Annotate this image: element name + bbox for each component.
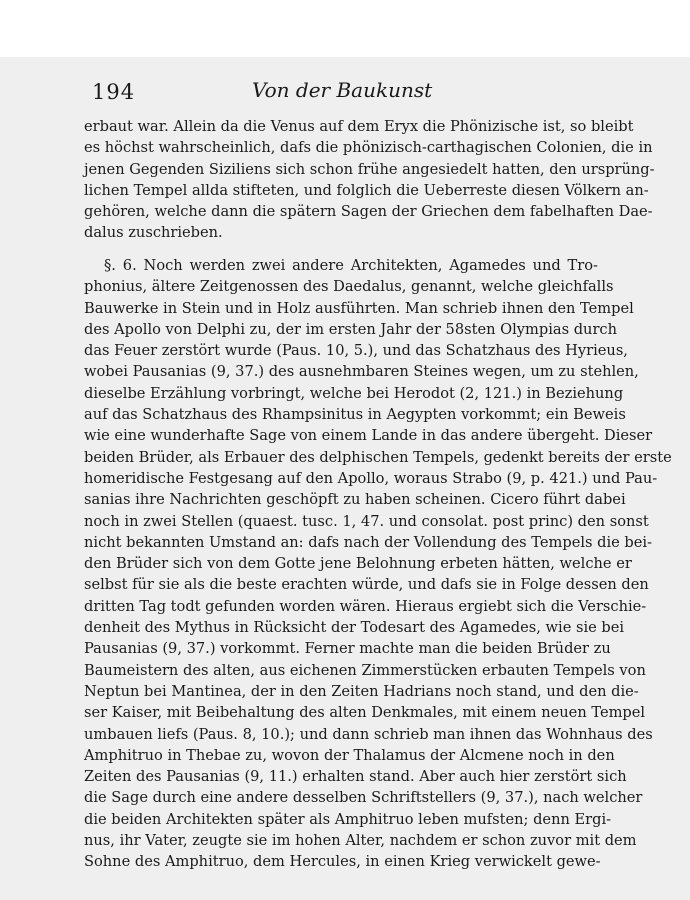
text-line: dalus zuschrieben. bbox=[84, 224, 223, 242]
text-line: das Feuer zerstört wurde (Paus. 10, 5.), und das Schatzhaus des Hyrieus, bbox=[84, 342, 628, 360]
text-line: nicht bekannten Umstand an: dafs nach der Vollendung des Tempels die bei- bbox=[84, 533, 653, 551]
paragraph-section-6 bbox=[84, 255, 672, 873]
text-line: denheit des Mythus in Rücksicht der Todesart des Agamedes, wie sie bei bbox=[84, 619, 625, 637]
text-line: dieselbe Erzählung vorbringt, welche bei Herodot (2, 121.) in Beziehung bbox=[84, 384, 624, 402]
text-line: homeridische Festgesang auf den Apollo, woraus Strabo (9, p. 421.) und Pau- bbox=[84, 469, 658, 487]
text-line: ser Kaiser, mit Beibehaltung des alten Denkmales, mit einem neuen Tempel bbox=[84, 704, 646, 722]
text-line: Zeiten des Pausanias (9, 11.) erhalten stand. Aber auch hier zerstört sich bbox=[84, 768, 627, 786]
text-line: wobei Pausanias (9, 37.) des ausnehmbaren Steines wegen, um zu stehlen, bbox=[84, 363, 639, 381]
page-header bbox=[92, 74, 592, 104]
text-line: Baumeistern des alten, aus eichenen Zimmerstücken erbauten Tempels von bbox=[84, 661, 646, 679]
text-line: den Brüder sich von dem Gotte jene Belohnung erbeten hätten, welche er bbox=[84, 555, 632, 573]
text-line: noch in zwei Stellen (quaest. tusc. 1, 47. und consolat. post princ) den sonst bbox=[84, 512, 649, 530]
text-line: sanias ihre Nachrichten geschöpft zu haben scheinen. Cicero führt dabei bbox=[84, 491, 626, 509]
text-line: umbauen liefs (Paus. 8, 10.); und dann schrieb man ihnen das Wohnhaus des bbox=[84, 725, 653, 743]
text-line: Sohne des Amphitruo, dem Hercules, in einen Krieg verwickelt gewe- bbox=[84, 853, 601, 871]
text-line: Bauwerke in Stein und in Holz ausführten. Man schrieb ihnen den Tempel bbox=[84, 299, 634, 317]
text-line: selbst für sie als die beste erachten würde, und dafs sie in Folge dessen den bbox=[84, 576, 649, 594]
text-line: die beiden Architekten später als Amphitruo leben mufsten; denn Ergi- bbox=[84, 810, 612, 828]
paragraph-continuation bbox=[84, 116, 655, 244]
text-line: Pausanias (9, 37.) vorkommt. Ferner machte man die beiden Brüder zu bbox=[84, 640, 611, 658]
page-number: 194 bbox=[92, 80, 136, 104]
text-line: dritten Tag todt gefunden worden wären. Hieraus ergiebt sich die Verschie- bbox=[84, 597, 647, 615]
text-line: beiden Brüder, als Erbauer des delphischen Tempels, gedenkt bereits der erste bbox=[84, 448, 672, 466]
text-line: nus, ihr Vater, zeugte sie im hohen Alter, nachdem er schon zuvor mit dem bbox=[84, 832, 637, 850]
running-title: Von der Baukunst bbox=[252, 78, 433, 102]
text-line: §. 6. Noch werden zwei andere Architekten, Agamedes und Tro- bbox=[104, 257, 598, 274]
text-line: auf das Schatzhaus des Rhampsinitus in Aegypten vorkommt; ein Beweis bbox=[84, 406, 626, 424]
text-line: Amphitruo in Thebae zu, wovon der Thalamus der Alcmene noch in den bbox=[84, 746, 615, 764]
text-line: es höchst wahrscheinlich, dafs die phönizisch-carthagischen Colonien, die in bbox=[84, 139, 653, 157]
text-line: wie eine wunderhafte Sage von einem Lande in das andere übergeht. Dieser bbox=[84, 427, 653, 445]
text-line: lichen Tempel allda stifteten, und folglich die Ueberreste diesen Völkern an- bbox=[84, 181, 649, 199]
text-line: jenen Gegenden Siziliens sich schon frühe angesiedelt hatten, den ursprüng- bbox=[84, 160, 655, 178]
text-line: des Apollo von Delphi zu, der im ersten Jahr der 58sten Olympias durch bbox=[84, 320, 617, 338]
text-line: phonius, ältere Zeitgenossen des Daedalus, genannt, welche gleichfalls bbox=[84, 278, 614, 296]
text-line: gehören, welche dann die spätern Sagen der Griechen dem fabelhaften Dae- bbox=[84, 203, 653, 221]
text-line: die Sage durch eine andere desselben Schriftstellers (9, 37.), nach welcher bbox=[84, 789, 643, 807]
text-line: erbaut war. Allein da die Venus auf dem Eryx die Phönizische ist, so bleibt bbox=[84, 118, 634, 135]
text-line: Neptun bei Mantinea, der in den Zeiten Hadrians noch stand, und den die- bbox=[84, 682, 639, 700]
